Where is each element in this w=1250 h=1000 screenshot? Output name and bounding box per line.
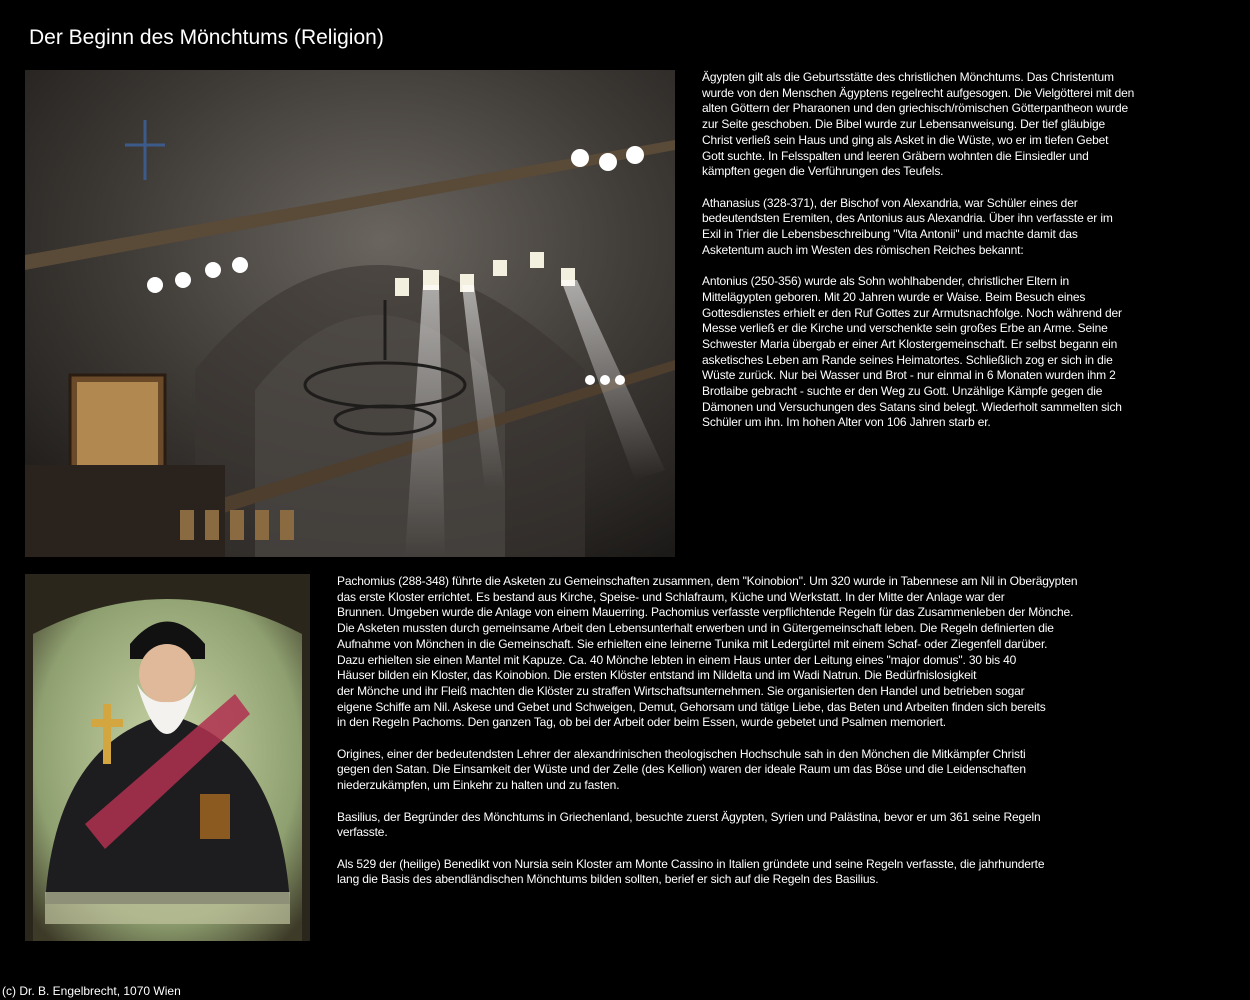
text-right: [702, 70, 1172, 447]
paragraph: Origines, einer der bedeutendsten Lehrer der alexandrinischen theologischen Hochschule sah in den Mönchen die Mitkämpfer Christi gegen den Satan. Die Einsamkeit der Wüste und der Zelle (des Kellion) waren der ideale Raum um das Böse und die Leidenschaften niederzukämpfen, um Einkehr zu halten und zu fasten.: [337, 746, 1026, 793]
monk-portrait-photo: [25, 574, 310, 941]
paragraph: Pachomius (288-348) führte die Asketen zu Gemeinschaften zusammen, dem "Koinobion". Um 320 wurde in Tabennese am Nil in Oberägypten das erste Kloster errichtet. Es bestand aus Kirche, Speise- und Schlafraum, Küche und Werkstatt. In der Mitte der Anlage war der Brunnen. Umgeben wurde die Anlage von einem Mauerring. Pachomius verfasste verpflichtende Regeln für das Zusammenleben der Mönche. Die Asketen mussten durch gemeinsame Arbeit den Lebensunterhalt erwerben und in Gütergemeinschaft leben. Die Regeln definierten die Aufnahme von Mönchen in die Gemeinschaft. Sie erhielten eine leinerne Tunika mit Ledergürtel mit einem Schaf- oder Ziegenfell darüber. Dazu erhielten sie einen Mantel mit Kapuze. Ca. 40 Mönche lebten in einem Haus unter der Leitung eines "major domus". 30 bis 40 Häuser bilden ein Kloster, das Koinobion. Die ersten Klöster entstand im Nildelta und im Wadi Natrun. Die Bedürfnislosigkeit der Mönche und ihr Fleiß machten die Klöster zu straffen Wirtschaftsunternehmen. Sie organisierten den Handel und betrieben sogar eigene Schiffe am Nil. Askese und Gebet und Schweigen, Demut, Gehorsam und tätige Liebe, das Beten und Arbeiten finden sich bereits in den Regeln Pachoms. Den ganzen Tag, ob bei der Arbeit oder beim Essen, wurde gebetet und Psalmen memoriert.: [337, 574, 1078, 730]
paragraph: Basilius, der Begründer des Mönchtums in Griechenland, besuchte zuerst Ägypten, Syrien und Palästina, bevor er um 361 seine Regeln verfasste.: [337, 809, 1041, 840]
paragraph: Antonius (250-356) wurde als Sohn wohlhabender, christlicher Eltern in Mittelägypten geboren. Mit 20 Jahren wurde er Waise. Beim Besuch eines Gottesdienstes erhielt er den Ruf Gottes zur Armutsnachfolge. Noch während der Messe verließ er die Kirche und verschenkte sein großes Erbe an Arme. Seine Schwester Maria übergab er einer Art Klostergemeinschaft. Er selbst begann ein asketisches Leben am Rande seines Heimatortes. Schließlich zog er sich in die Wüste zurück. Nur bei Wasser und Brot - nur einmal in 6 Monaten wurden ihm 2 Brotlaibe gebracht - suchte er den Weg zu Gott. Unzählige Kämpfe gegen die Dämonen und Versuchungen des Satans sind belegt. Wiederholt sammelten sich Schüler um ihn. Im hohen Alter von 106 Jahren starb er.: [702, 274, 1122, 430]
paragraph: Ägypten gilt als die Geburtsstätte des christlichen Mönchtums. Das Christentum wurde von den Menschen Ägyptens regelrecht aufgesogen. Die Vielgötterei mit den alten Göttern der Pharaonen und den griechisch/römischen Götterpantheon wurde zur Seite geschoben. Die Bibel wurde zur Lebensanweisung. Der tief gläubige Christ verließ sein Haus und ging als Asket in die Wüste, wo er im tiefen Gebet Gott suchte. In Felsspalten und leeren Gräbern wohnten die Einsiedler und kämpften gegen die Verführungen des Teufels.: [702, 70, 1135, 179]
paragraph: Athanasius (328-371), der Bischof von Alexandria, war Schüler eines der bedeutendsten Eremiten, des Antonius aus Alexandria. Über ihn verfasste er im Exil in Trier die Lebensbeschreibung "Vita Antonii" und machte damit das Asketentum auch im Westen des römischen Reiches bekannt:: [702, 195, 1113, 257]
paragraph: Als 529 der (heilige) Benedikt von Nursia sein Kloster am Monte Cassino in Italien gründete und seine Regeln verfasste, die jahrhunderte lang die Basis des abendländischen Mönchtums bilden sollten, berief er sich auf die Regeln des Basilius.: [337, 856, 1045, 887]
copyright-footer: (c) Dr. B. Engelbrecht, 1070 Wien: [2, 984, 181, 998]
page-title: Der Beginn des Mönchtums (Religion): [29, 26, 384, 49]
church-interior-photo: [25, 70, 675, 557]
text-bottom: [337, 574, 1127, 904]
